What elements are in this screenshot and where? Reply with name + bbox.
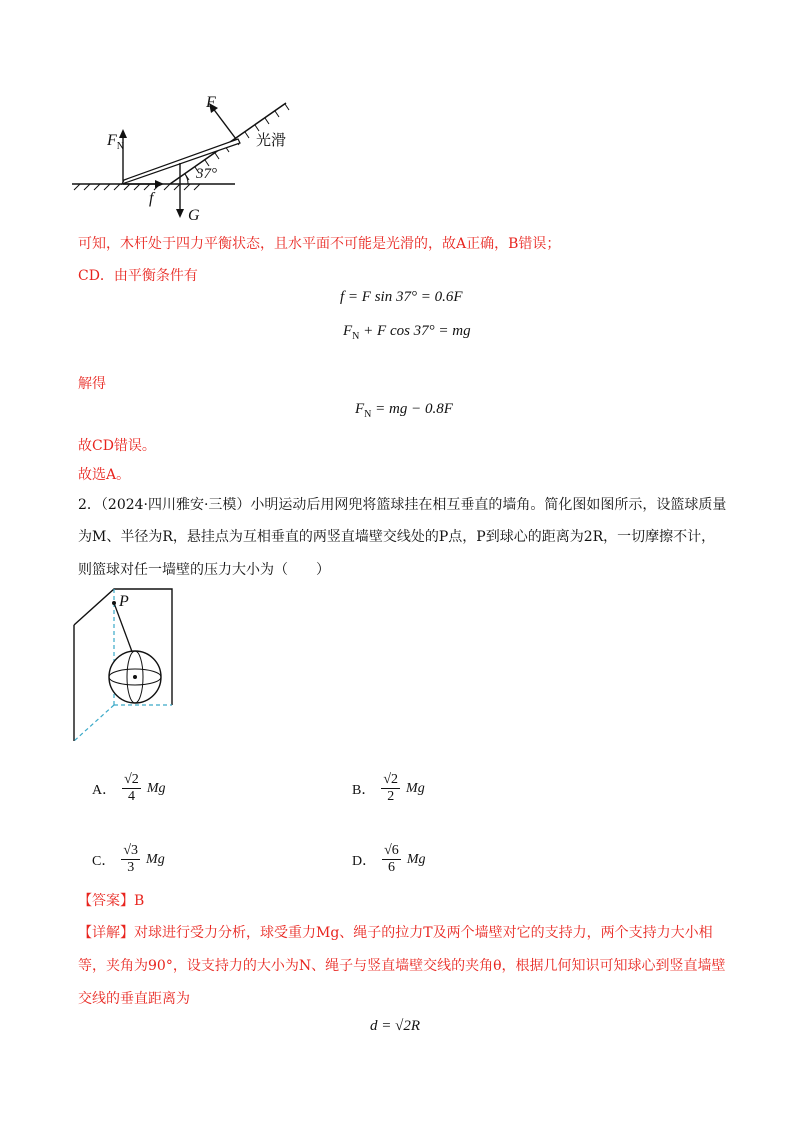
option-a-num: √2 [124, 772, 139, 787]
option-a-letter: A． [92, 782, 117, 798]
label-smooth: 光滑 [256, 131, 287, 149]
answer-detail-3: 交线的垂直距离为 [78, 991, 190, 1007]
question2-line2: 为M、半径为R，悬挂点为互相垂直的两竖直墙壁交线处的P点，P到球心的距离为2R，一切摩擦不计， [78, 529, 716, 545]
option-d-num: √6 [384, 843, 399, 858]
eq2-sub: N [352, 331, 360, 342]
option-a-tail: Mg [146, 780, 166, 796]
eq3-sub: N [364, 409, 372, 420]
option-a-fraction [122, 772, 141, 805]
solution1-line1: 可知，木杆处于四力平衡状态，且水平面不可能是光滑的，故A正确，B错误； [78, 236, 561, 252]
label-P: P [119, 593, 129, 610]
label-FN [107, 132, 124, 152]
option-a[interactable] [92, 772, 165, 805]
option-b-den: 2 [387, 789, 395, 804]
option-c-num: √3 [123, 843, 139, 858]
equation-final: d = √2R [370, 1018, 421, 1034]
option-c-den: 3 [127, 860, 135, 875]
answer-detail-2: 等，夹角为90°，设支持力的大小为N、绳子与竖直墙壁交线的夹角θ，根据几何知识可知球心到竖直墙壁 [78, 958, 726, 974]
solution1-line3: 故CD错误。 [78, 438, 156, 454]
option-c-tail: Mg [146, 851, 165, 867]
option-b-num: √2 [383, 772, 399, 787]
label-G: G [188, 207, 200, 224]
option-d-tail: Mg [406, 851, 426, 867]
option-c-letter: C． [92, 853, 116, 869]
option-d-fraction [382, 843, 401, 876]
option-a-den: 4 [127, 789, 135, 804]
option-c-fraction [121, 843, 140, 876]
eq3-left: F [355, 401, 365, 417]
solution1-line4: 故选A。 [78, 467, 131, 483]
option-b-letter: B． [352, 782, 376, 798]
option-b-tail: Mg [406, 780, 425, 796]
equation-3 [355, 401, 453, 420]
eq3-right: = mg − 0.8F [371, 401, 453, 417]
label-FN-main: F [107, 132, 117, 149]
option-d-letter: D． [352, 853, 377, 869]
option-b[interactable] [352, 772, 425, 805]
label-F: F [206, 94, 216, 111]
equation-1: f = F sin 37° = 0.6F [340, 289, 463, 305]
equation-2 [343, 323, 471, 342]
label-angle: 37° [196, 166, 217, 182]
label-FN-sub: N [116, 141, 125, 153]
eq2-right: + F cos 37° = mg [359, 323, 471, 339]
question2-line1: 2．（2024·四川雅安·三模）小明运动后用网兜将篮球挂在相互垂直的墙角。简化图如图所示，设篮球质量 [78, 497, 727, 513]
answer-detail-1: 【详解】对球进行受力分析，球受重力Mg、绳子的拉力T及两个墙壁对它的支持力，两个支持力大小相 [78, 925, 713, 941]
solution1-line2: CD．由平衡条件有 [78, 268, 198, 284]
option-d[interactable] [352, 843, 425, 876]
option-c[interactable] [92, 843, 165, 876]
answer-label: 【答案】B [78, 893, 145, 909]
eq2-left: F [343, 323, 353, 339]
option-d-den: 6 [387, 860, 395, 875]
option-b-fraction [381, 772, 400, 805]
question2-line3: 则篮球对任一墙壁的压力大小为（ ） [78, 562, 330, 578]
label-f: f [149, 190, 154, 207]
solution1-solve: 解得 [78, 376, 106, 392]
